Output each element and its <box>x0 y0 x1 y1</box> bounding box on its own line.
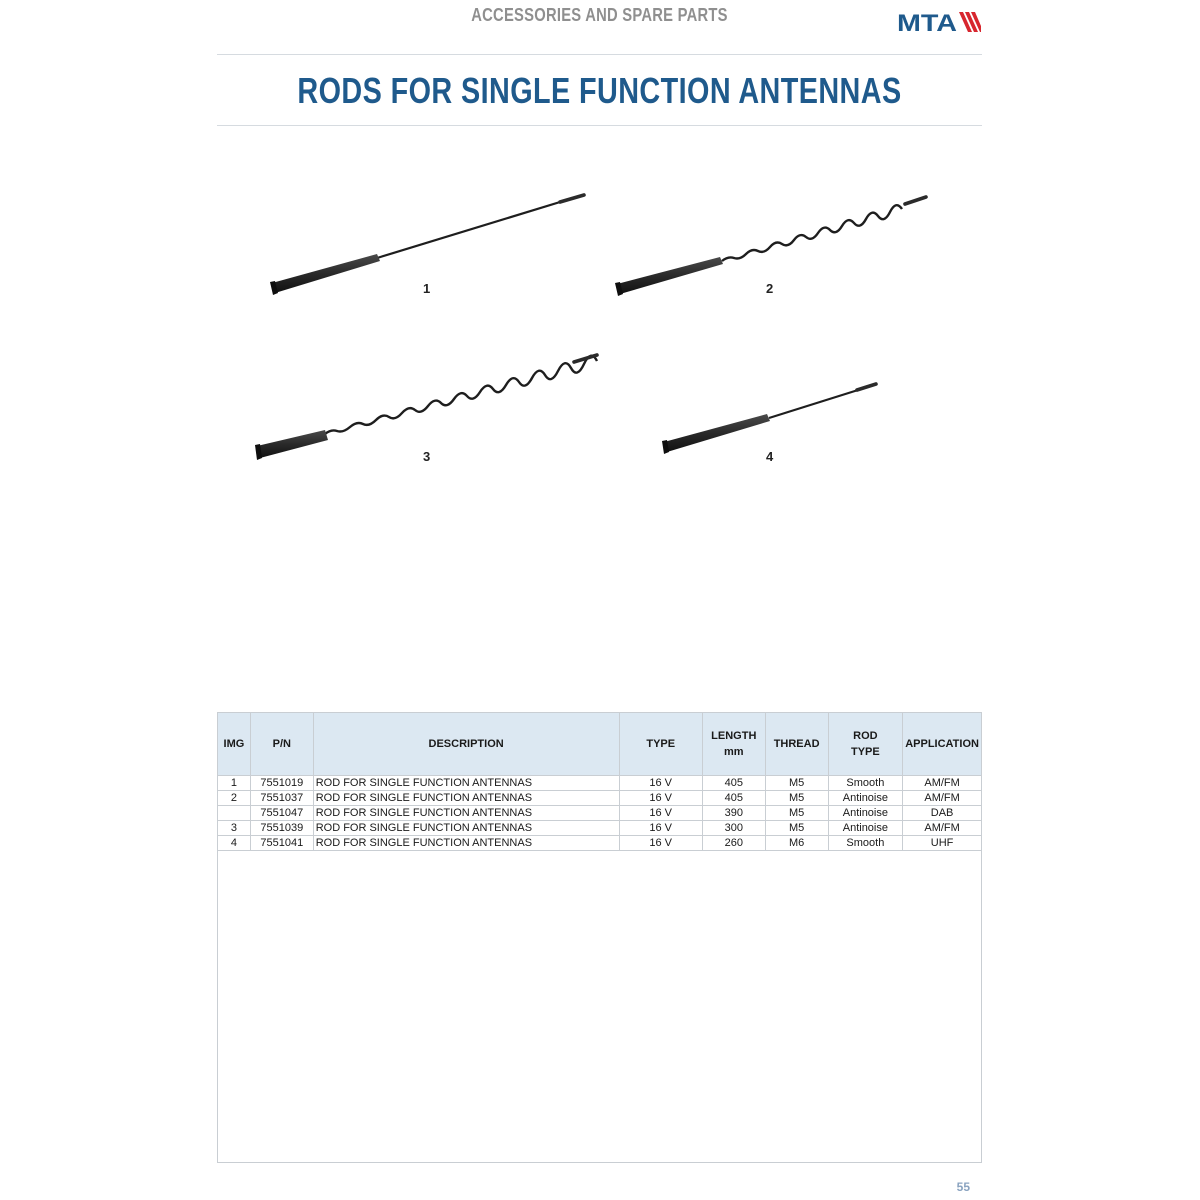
table-row <box>218 821 982 836</box>
cell-img: 2 <box>218 791 251 806</box>
cell-thread: M5 <box>765 776 828 791</box>
col-header-pn: P/N <box>250 713 313 776</box>
col-header-rod-type-line2: TYPE <box>851 746 880 758</box>
cell-length: 300 <box>702 821 765 836</box>
mta-logo <box>897 10 981 34</box>
page-number: 55 <box>956 1180 970 1194</box>
col-header-application: APPLICATION <box>903 713 982 776</box>
cell-length: 405 <box>702 776 765 791</box>
col-header-description: DESCRIPTION <box>313 713 619 776</box>
cell-application: AM/FM <box>903 791 982 806</box>
cell-description: ROD FOR SINGLE FUNCTION ANTENNAS <box>313 791 619 806</box>
parts-table <box>217 712 982 851</box>
cell-img: 1 <box>218 776 251 791</box>
cell-thread: M5 <box>765 821 828 836</box>
figure-label-3: 3 <box>423 449 431 464</box>
col-header-length-line1: LENGTH <box>711 730 757 742</box>
col-header-rod-type-line1: ROD <box>853 730 878 742</box>
cell-type: 16 V <box>619 776 702 791</box>
cell-type: 16 V <box>619 836 702 851</box>
rod-illustrations <box>217 140 982 540</box>
header-rule <box>217 54 982 55</box>
col-header-rod-type <box>828 713 903 776</box>
cell-rod-type: Smooth <box>828 776 903 791</box>
cell-thread: M6 <box>765 836 828 851</box>
page-title: RODS FOR SINGLE FUNCTION ANTENNAS <box>297 70 902 111</box>
table-row <box>218 836 982 851</box>
cell-rod-type: Smooth <box>828 836 903 851</box>
figure-label-2: 2 <box>766 281 774 296</box>
cell-pn: 7551041 <box>250 836 313 851</box>
cell-type: 16 V <box>619 806 702 821</box>
rod-image-3 <box>255 355 597 460</box>
col-header-length <box>702 713 765 776</box>
cell-length: 390 <box>702 806 765 821</box>
logo-wordmark: MTA <box>897 10 957 34</box>
section-title: ACCESSORIES AND SPARE PARTS <box>471 5 728 25</box>
product-gallery <box>217 140 982 540</box>
cell-img: 3 <box>218 821 251 836</box>
cell-thread: M5 <box>765 806 828 821</box>
cell-pn: 7551047 <box>250 806 313 821</box>
cell-img: 4 <box>218 836 251 851</box>
cell-description: ROD FOR SINGLE FUNCTION ANTENNAS <box>313 836 619 851</box>
cell-application: AM/FM <box>903 821 982 836</box>
cell-pn: 7551039 <box>250 821 313 836</box>
cell-length: 260 <box>702 836 765 851</box>
figure-label-1: 1 <box>423 281 431 296</box>
cell-rod-type: Antinoise <box>828 806 903 821</box>
cell-rod-type: Antinoise <box>828 791 903 806</box>
cell-application: AM/FM <box>903 776 982 791</box>
cell-description: ROD FOR SINGLE FUNCTION ANTENNAS <box>313 806 619 821</box>
rod-image-4 <box>662 384 876 454</box>
rod-image-1 <box>270 195 584 295</box>
col-header-img: IMG <box>218 713 251 776</box>
cell-type: 16 V <box>619 821 702 836</box>
table-header-row <box>218 713 982 776</box>
cell-application: DAB <box>903 806 982 821</box>
col-header-length-line2: mm <box>724 746 744 758</box>
cell-pn: 7551019 <box>250 776 313 791</box>
cell-application: UHF <box>903 836 982 851</box>
cell-thread: M5 <box>765 791 828 806</box>
table-row <box>218 806 982 821</box>
table-row <box>218 791 982 806</box>
col-header-type: TYPE <box>619 713 702 776</box>
figure-label-4: 4 <box>766 449 774 464</box>
cell-pn: 7551037 <box>250 791 313 806</box>
col-header-thread: THREAD <box>765 713 828 776</box>
cell-img <box>218 806 251 821</box>
table-row <box>218 776 982 791</box>
cell-length: 405 <box>702 791 765 806</box>
title-rule <box>217 125 982 126</box>
cell-type: 16 V <box>619 791 702 806</box>
cell-description: ROD FOR SINGLE FUNCTION ANTENNAS <box>313 821 619 836</box>
cell-description: ROD FOR SINGLE FUNCTION ANTENNAS <box>313 776 619 791</box>
cell-rod-type: Antinoise <box>828 821 903 836</box>
